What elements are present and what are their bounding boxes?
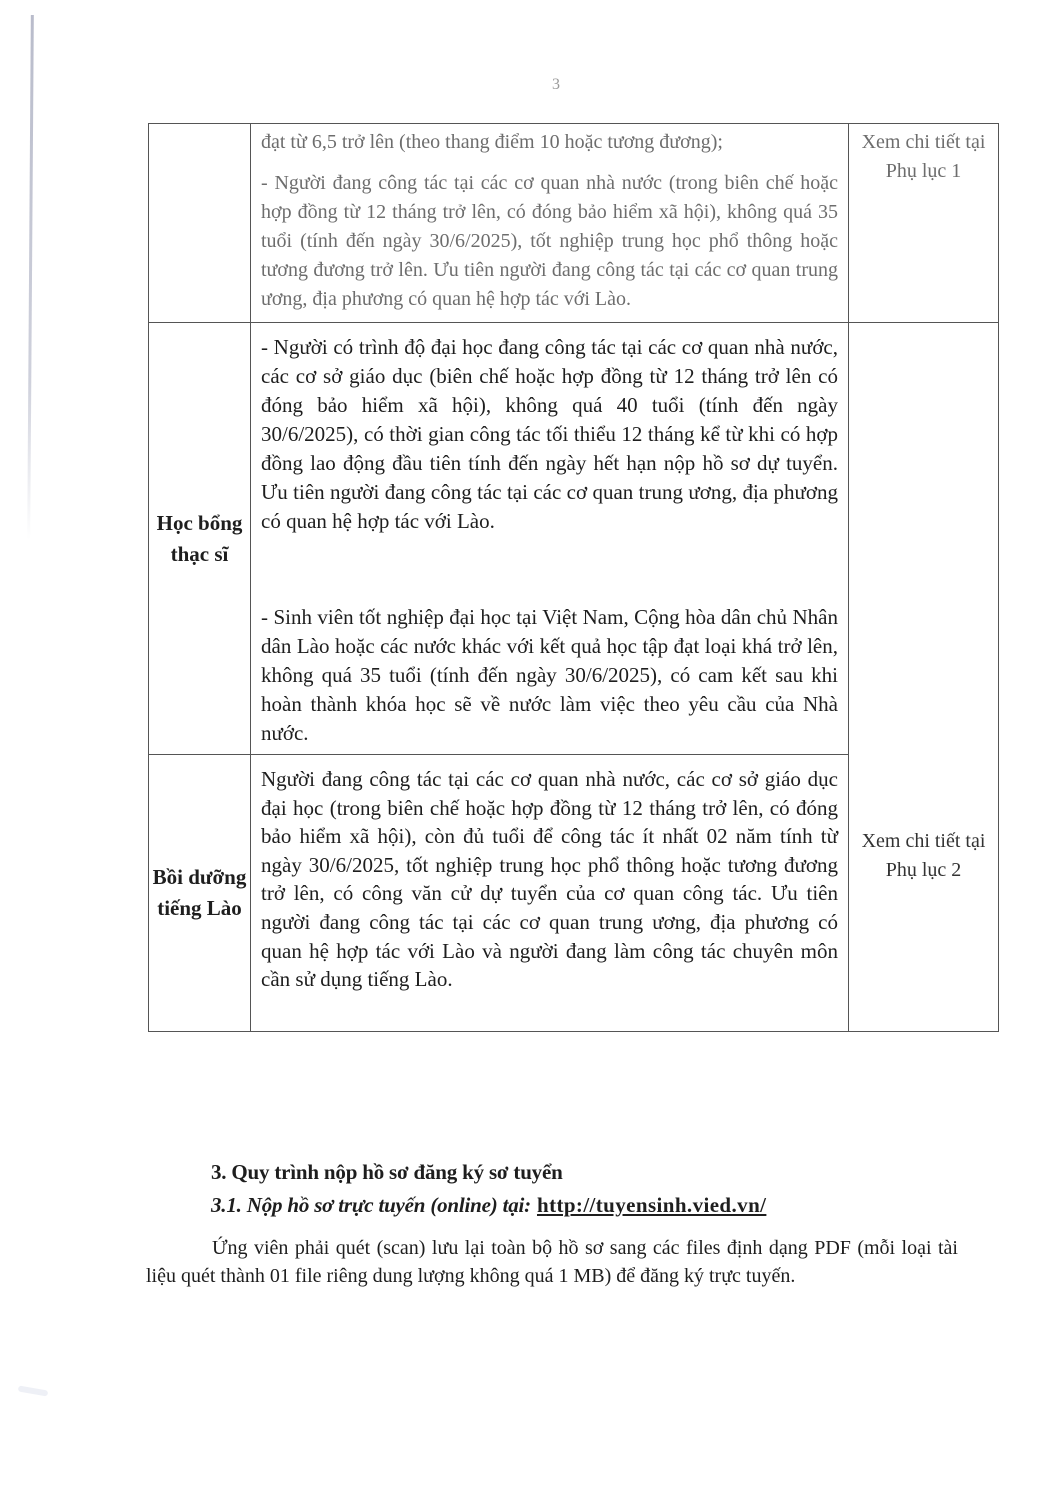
- row-label: [149, 124, 251, 323]
- requirement-paragraph: - Người đang công tác tại các cơ quan nhà nước (trong biên chế hoặc hợp đồng từ 12 tháng trở lên, có đóng bảo hiểm xã hội), không quá 35 tuổi (tính đến ngày 30/6/2025), tốt nghiệp trung học phổ thông hoặc tương đương trở lên. Ưu tiên người đang công tác tại các cơ quan trung ương, địa phương có quan hệ hợp tác với Lào.: [261, 172, 838, 310]
- registration-link[interactable]: http://tuyensinh.vied.vn/: [536, 1193, 767, 1217]
- row-label: Học bổng thạc sĩ: [149, 323, 251, 755]
- page-number: 3: [552, 76, 560, 93]
- requirements-cell: [251, 323, 849, 755]
- appendix-reference: Xem chi tiết tại Phụ lục 2: [861, 830, 986, 881]
- requirement-paragraph: đạt từ 6,5 trở lên (theo thang điểm 10 hoặc tương đương);: [261, 131, 723, 153]
- appendix-reference: Xem chi tiết tại Phụ lục 1: [861, 131, 986, 182]
- scanner-smudge: [18, 1385, 49, 1396]
- requirement-paragraph: - Sinh viên tốt nghiệp đại học tại Việt Nam, Cộng hòa dân chủ Nhân dân Lào hoặc các nước khác với kết quả học tập đạt loại khá trở lên, không quá 35 tuổi (tính đến ngày 30/6/2025), có cam kết sau khi hoàn thành khóa học sẽ về nước làm việc theo yêu cầu của Nhà nước.: [261, 605, 838, 745]
- row-label: Bồi dưỡng tiếng Lào: [149, 755, 251, 1032]
- table-row: [149, 323, 999, 755]
- requirement-paragraph: - Người có trình độ đại học đang công tác tại các cơ quan nhà nước, các cơ sở giáo dục (biên chế hoặc hợp đồng từ 12 tháng trở lên có đóng bảo hiểm xã hội), không quá 40 tuổi (tính đến ngày 30/6/2025), có thời gian công tác tối thiểu 12 tháng kể từ khi có hợp đồng lao động đầu tiên tính đến ngày hết hạn nộp hồ sơ dự tuyển. Ưu tiên người đang công tác tại các cơ quan trung ương, địa phương có quan hệ hợp tác với Lào.: [261, 335, 838, 533]
- requirements-cell: [251, 124, 849, 323]
- section-subheading: [211, 1193, 766, 1218]
- eligibility-table: [148, 123, 999, 1032]
- reference-cell: [849, 323, 999, 1032]
- requirement-paragraph: Người đang công tác tại các cơ quan nhà nước, các cơ sở giáo dục đại học (trong biên chế hoặc hợp đồng từ 12 tháng trở lên, có đóng bảo hiểm xã hội), còn đủ tuổi để công tác ít nhất 02 năm tính từ ngày 30/6/2025, tốt nghiệp trung học phổ thông hoặc tương đương trở lên, có công văn cử dự tuyển của cơ quan công tác. Ưu tiên người đang công tác tại các cơ quan trung ương, địa phương có quan hệ hợp tác với Lào và người đang làm công tác chuyên môn cần sử dụng tiếng Lào.: [261, 767, 838, 992]
- table-row: [149, 124, 999, 323]
- reference-cell: [849, 124, 999, 323]
- section-heading: 3. Quy trình nộp hồ sơ đăng ký sơ tuyển: [211, 1160, 563, 1184]
- requirements-cell: [251, 755, 849, 1032]
- scanner-edge-line: [27, 15, 34, 540]
- subheading-text: 3.1. Nộp hồ sơ trực tuyến (online) tại:: [211, 1193, 531, 1217]
- body-paragraph: Ứng viên phải quét (scan) lưu lại toàn bộ hồ sơ sang các files định dạng PDF (mỗi loại tài liệu quét thành 01 file riêng dung lượng không quá 1 MB) để đăng ký trực tuyến.: [146, 1237, 958, 1287]
